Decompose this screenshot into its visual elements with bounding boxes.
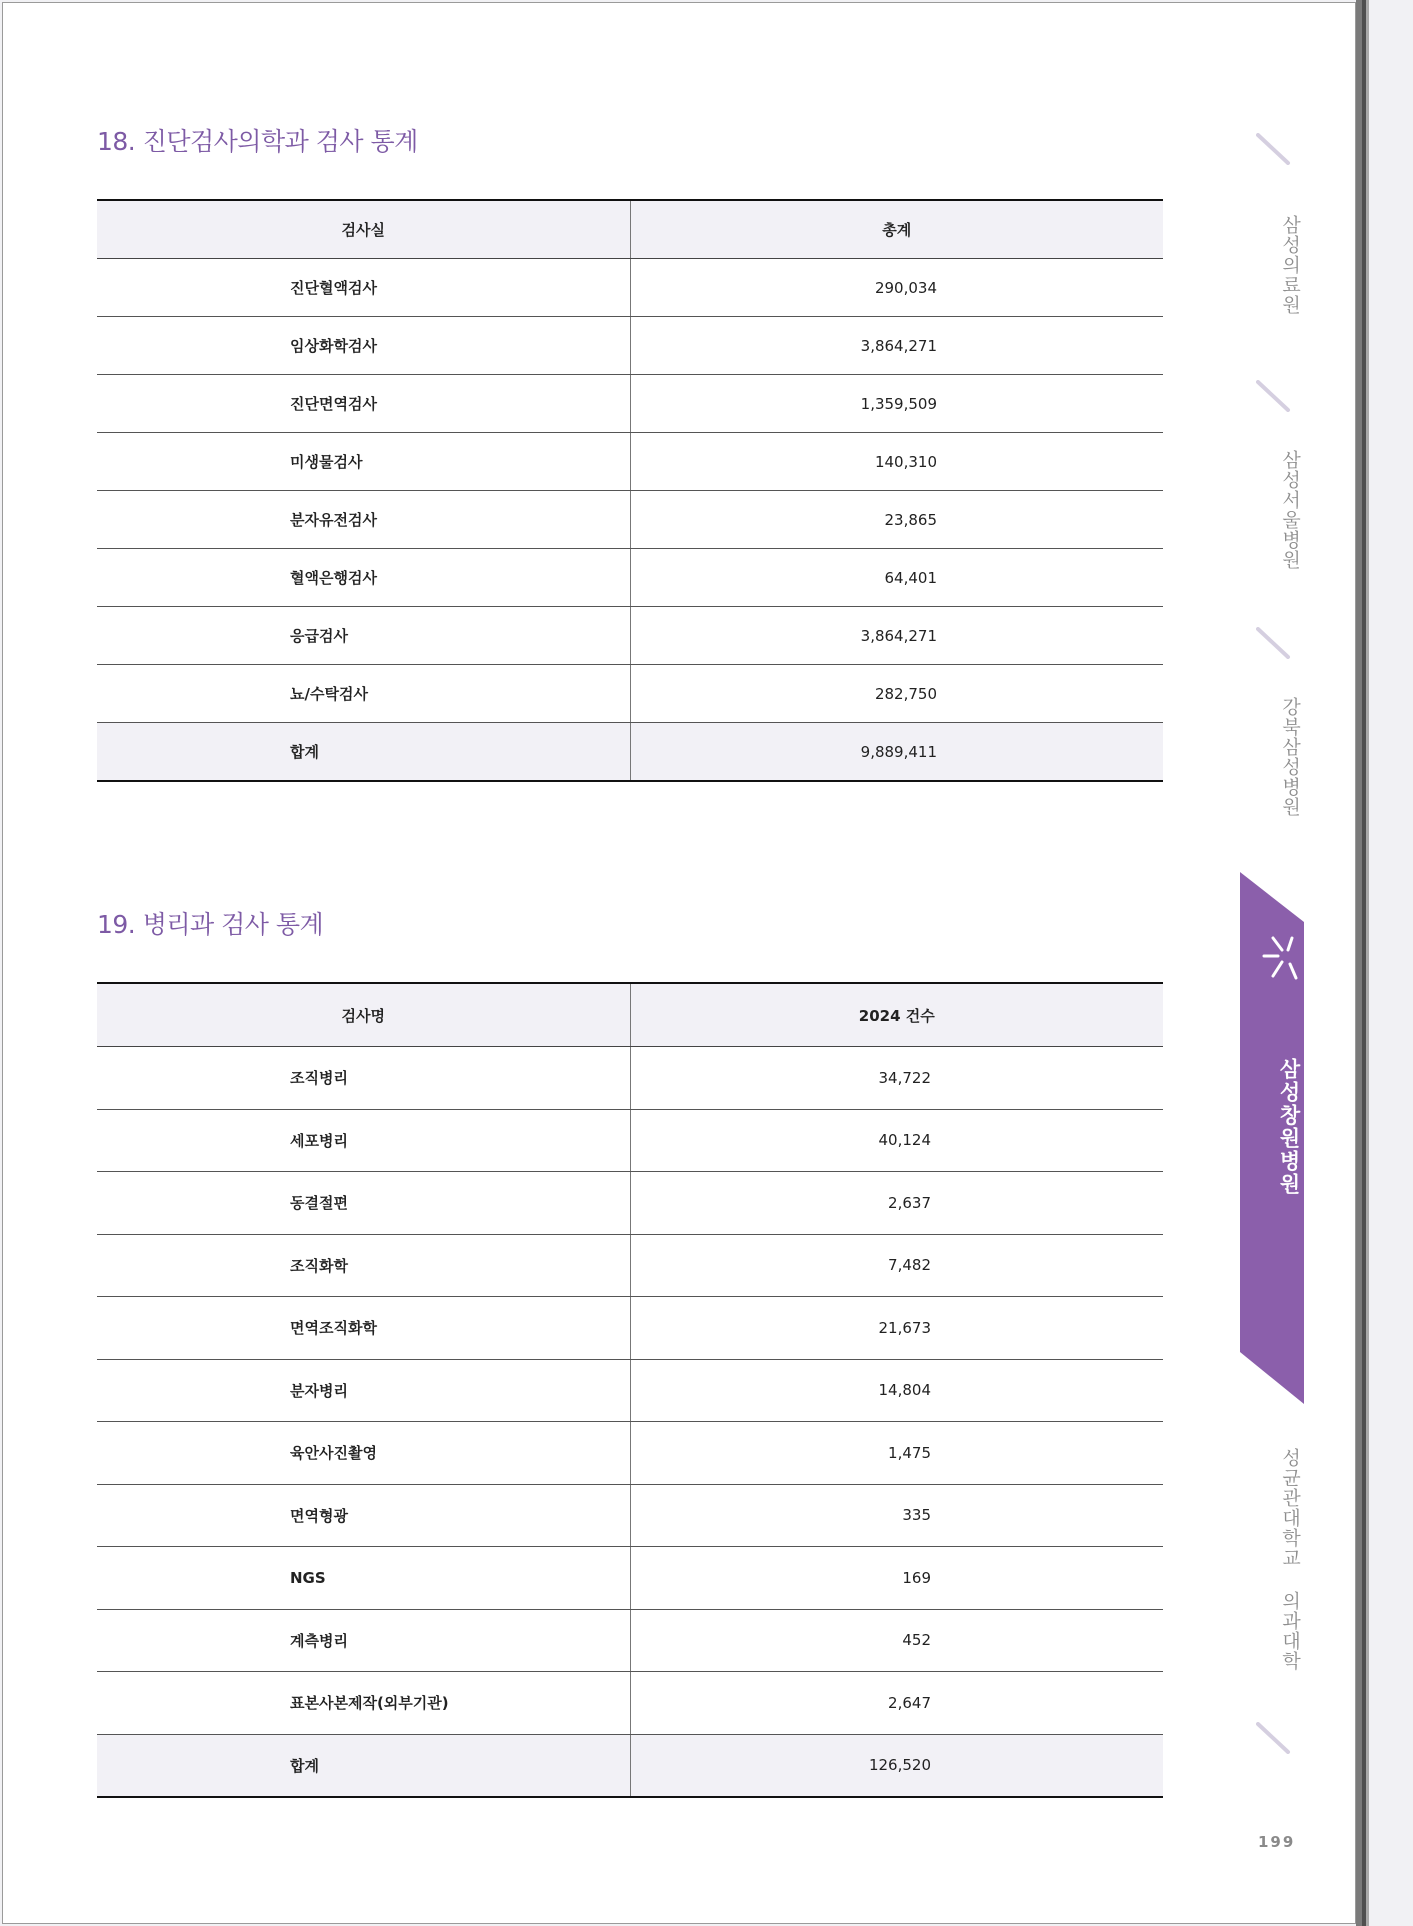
table-row <box>97 1484 1163 1547</box>
table-row <box>97 433 1163 491</box>
tab-separator-slash <box>1256 627 1292 659</box>
side-tab-samsung-changwon-hospital-active[interactable]: 삼성창원병원 <box>1277 1058 1301 1196</box>
tab-separator-slash <box>1256 1722 1292 1754</box>
total-value: 126,520 <box>630 1734 1163 1797</box>
column-header-test-name: 검사명 <box>97 983 630 1047</box>
lab-stats-table <box>97 199 1163 782</box>
row-label: 면역조직화학 <box>97 1297 630 1360</box>
table-header-row <box>97 200 1163 259</box>
tab-separator-slash <box>1256 380 1292 412</box>
row-value: 2,637 <box>630 1172 1163 1235</box>
total-label: 합계 <box>97 1734 630 1797</box>
table-row <box>97 375 1163 433</box>
row-label: 진단면역검사 <box>97 375 630 433</box>
row-value: 140,310 <box>630 433 1163 491</box>
row-value: 7,482 <box>630 1234 1163 1297</box>
table-row <box>97 1047 1163 1110</box>
table-row <box>97 1234 1163 1297</box>
side-tab-samsung-seoul-hospital[interactable]: 삼성서울병원 <box>1279 450 1301 570</box>
page-number: 199 <box>1258 1833 1296 1851</box>
table-row <box>97 491 1163 549</box>
row-value: 290,034 <box>630 259 1163 317</box>
row-value: 335 <box>630 1484 1163 1547</box>
row-label: 조직병리 <box>97 1047 630 1110</box>
row-value: 23,865 <box>630 491 1163 549</box>
row-label: 미생물검사 <box>97 433 630 491</box>
total-label: 합계 <box>97 723 630 782</box>
row-value: 1,359,509 <box>630 375 1163 433</box>
table-row <box>97 1422 1163 1485</box>
row-value: 169 <box>630 1547 1163 1610</box>
table-row <box>97 665 1163 723</box>
table-row <box>97 1172 1163 1235</box>
row-label: 분자유전검사 <box>97 491 630 549</box>
row-value: 34,722 <box>630 1047 1163 1110</box>
row-label: 뇨/수탁검사 <box>97 665 630 723</box>
table-row <box>97 1109 1163 1172</box>
row-value: 40,124 <box>630 1109 1163 1172</box>
row-label: 조직화학 <box>97 1234 630 1297</box>
table-row <box>97 1609 1163 1672</box>
pathology-stats-table <box>97 982 1163 1798</box>
row-value: 1,475 <box>630 1422 1163 1485</box>
table-row <box>97 1672 1163 1735</box>
table-row <box>97 259 1163 317</box>
table-row <box>97 1297 1163 1360</box>
table-row <box>97 549 1163 607</box>
column-header-count: 2024 건수 <box>630 983 1163 1047</box>
column-header-total: 총계 <box>630 200 1163 259</box>
row-value: 21,673 <box>630 1297 1163 1360</box>
section-title-pathology: 19. 병리과 검사 통계 <box>97 910 324 939</box>
row-label: 분자병리 <box>97 1359 630 1422</box>
table-header-row <box>97 983 1163 1047</box>
row-label: 혈액은행검사 <box>97 549 630 607</box>
row-label: 응급검사 <box>97 607 630 665</box>
side-tab-kangbuk-samsung-hospital[interactable]: 강북삼성병원 <box>1279 697 1301 817</box>
row-label: 임상화학검사 <box>97 317 630 375</box>
row-label: 계측병리 <box>97 1609 630 1672</box>
total-row <box>97 723 1163 782</box>
row-value: 14,804 <box>630 1359 1163 1422</box>
row-label: 표본사본제작(외부기관) <box>97 1672 630 1735</box>
row-value: 282,750 <box>630 665 1163 723</box>
tab-separator-slash <box>1256 133 1292 165</box>
row-value: 452 <box>630 1609 1163 1672</box>
row-label: 세포병리 <box>97 1109 630 1172</box>
total-row <box>97 1734 1163 1797</box>
page-edge <box>1366 0 1369 1926</box>
section-title-lab: 18. 진단검사의학과 검사 통계 <box>97 127 418 156</box>
row-label: NGS <box>97 1547 630 1610</box>
spark-icon <box>1262 930 1304 986</box>
table-row <box>97 607 1163 665</box>
table-row <box>97 317 1163 375</box>
row-label: 동결절편 <box>97 1172 630 1235</box>
side-tab-skku-school-of-medicine[interactable]: 성균관대학교 의과대학 <box>1279 1448 1301 1671</box>
column-header-lab-room: 검사실 <box>97 200 630 259</box>
row-label: 면역형광 <box>97 1484 630 1547</box>
table-row <box>97 1359 1163 1422</box>
row-value: 64,401 <box>630 549 1163 607</box>
total-value: 9,889,411 <box>630 723 1163 782</box>
row-value: 3,864,271 <box>630 607 1163 665</box>
table-row <box>97 1547 1163 1610</box>
row-label: 진단혈액검사 <box>97 259 630 317</box>
side-tab-samsung-medical-center[interactable]: 삼성의료원 <box>1279 215 1301 315</box>
row-label: 육안사진촬영 <box>97 1422 630 1485</box>
row-value: 3,864,271 <box>630 317 1163 375</box>
row-value: 2,647 <box>630 1672 1163 1735</box>
